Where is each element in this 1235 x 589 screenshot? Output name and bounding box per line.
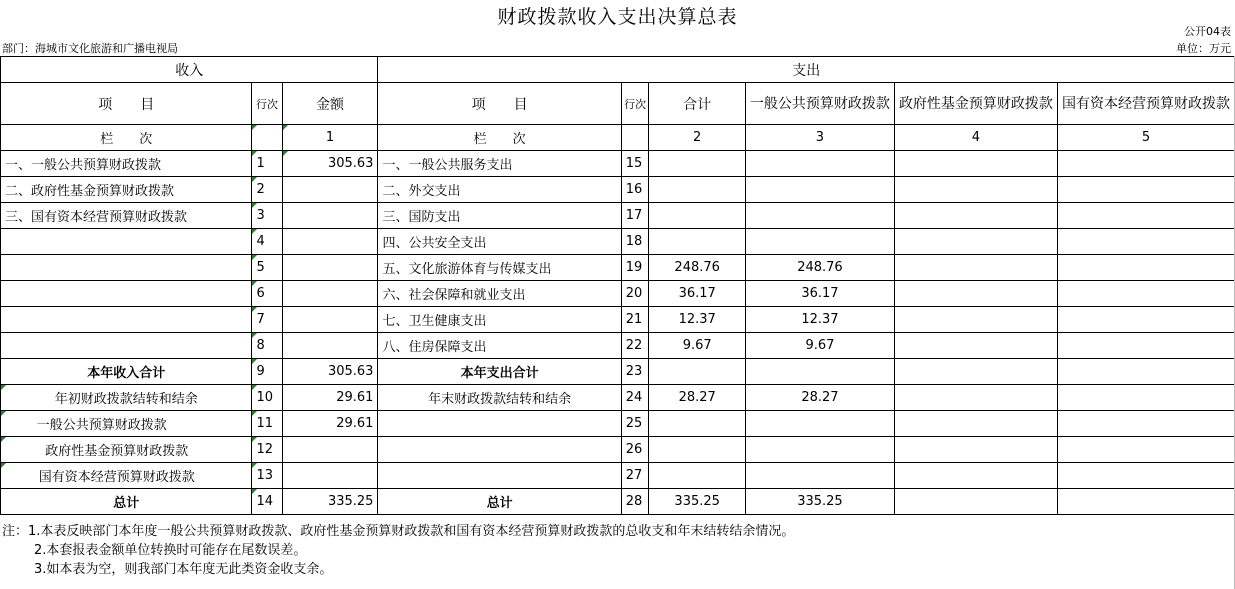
income-line-no-cell: 13 [252,463,282,489]
table-row [1,411,1235,437]
fund-budget-cell [894,437,1057,463]
expense-item-cell: 四、公共安全支出 [378,229,621,255]
table-row [1,307,1235,333]
income-item-cell [1,307,252,333]
income-item-cell [1,333,252,359]
state-capital-cell [1057,151,1234,177]
expense-line-no-cell: 24 [621,385,649,411]
income-section-header: 收入 [1,57,378,83]
expense-total-cell: 12.37 [649,307,746,333]
income-amount-cell [282,229,378,255]
expense-total-cell [649,463,746,489]
expense-item-cell: 年末财政拨款结转和结余 [378,385,621,411]
income-amount-header: 金额 [282,83,378,125]
expense-item-cell: 二、外交支出 [378,177,621,203]
state-capital-cell [1057,411,1234,437]
general-budget-cell [745,177,894,203]
income-amount-cell: 335.25 [282,489,378,515]
income-line-no-cell: 1 [252,151,282,177]
income-line-no-cell: 7 [252,307,282,333]
expense-section-header: 支出 [378,57,1235,83]
expense-item-header: 项 目 [378,83,621,125]
expense-total-cell: 335.25 [649,489,746,515]
fund-budget-cell [894,307,1057,333]
expense-line-no-cell: 21 [621,307,649,333]
table-row [1,177,1235,203]
expense-item-cell: 一、一般公共服务支出 [378,151,621,177]
state-capital-cell [1057,281,1234,307]
income-amount-cell [282,307,378,333]
table-row [1,203,1235,229]
expense-total-cell: 28.27 [649,385,746,411]
income-line-no-cell: 12 [252,437,282,463]
table-row [1,151,1235,177]
fund-budget-cell [894,177,1057,203]
income-line-no-cell: 3 [252,203,282,229]
table-row [1,437,1235,463]
expense-line-no-cell: 16 [621,177,649,203]
expense-item-cell: 本年支出合计 [378,359,621,385]
table-row [1,489,1235,515]
expense-total-cell [649,411,746,437]
table-row [1,463,1235,489]
fund-budget-cell [894,333,1057,359]
expense-line-no-cell: 28 [621,489,649,515]
report-title: 财政拨款收入支出决算总表 [497,6,738,28]
income-line-no-cell: 2 [252,177,282,203]
general-budget-cell [745,229,894,255]
income-lanci-no [252,125,282,151]
state-capital-cell [1057,255,1234,281]
income-amount-cell [282,177,378,203]
fund-budget-cell [894,463,1057,489]
income-line-no-cell: 4 [252,229,282,255]
fund-budget-cell [894,151,1057,177]
general-budget-header: 一般公共预算财政拨款 [745,83,894,125]
footnote-2: 2.本套报表金额单位转换时可能存在尾数误差。 [34,543,307,558]
expense-total-cell [649,229,746,255]
income-item-cell [1,229,252,255]
expense-lanci-label: 栏 次 [378,125,621,151]
state-capital-cell [1057,307,1234,333]
expense-col-2: 2 [649,125,746,151]
department-label: 部门：海城市文化旅游和广播电视局 [2,42,178,55]
expense-total-cell [649,359,746,385]
unit-label: 单位：万元 [1176,42,1231,55]
expense-line-no-cell: 20 [621,281,649,307]
expense-total-cell: 9.67 [649,333,746,359]
state-capital-cell [1057,437,1234,463]
income-line-no-cell: 11 [252,411,282,437]
fund-budget-cell [894,489,1057,515]
column-index-row [1,125,1235,151]
expense-line-no-cell: 27 [621,463,649,489]
income-line-no-cell: 14 [252,489,282,515]
general-budget-cell [745,151,894,177]
general-budget-cell: 335.25 [745,489,894,515]
expense-item-cell: 六、社会保障和就业支出 [378,281,621,307]
table-row [1,359,1235,385]
income-item-cell [1,255,252,281]
expense-total-header: 合计 [649,83,746,125]
expense-total-cell: 36.17 [649,281,746,307]
table-row [1,385,1235,411]
expense-line-no-cell: 17 [621,203,649,229]
state-capital-cell [1057,463,1234,489]
state-capital-cell [1057,203,1234,229]
column-header-row [1,83,1235,125]
expense-item-cell [378,411,621,437]
income-item-cell: 国有资本经营预算财政拨款 [1,463,252,489]
fund-budget-cell [894,229,1057,255]
table-row [1,333,1235,359]
income-item-cell: 二、政府性基金预算财政拨款 [1,177,252,203]
table-row [1,281,1235,307]
footnotes [2,522,794,579]
income-line-no-cell: 6 [252,281,282,307]
fund-budget-cell [894,203,1057,229]
footnote-1: 注：1.本表反映部门本年度一般公共预算财政拨款、政府性基金预算财政拨款和国有资本经营预算财政拨款的总收支和年末结转结余情况。 [2,524,795,539]
state-capital-cell [1057,177,1234,203]
expense-item-cell [378,463,621,489]
expense-line-no-cell: 23 [621,359,649,385]
income-item-cell: 一、一般公共预算财政拨款 [1,151,252,177]
income-line-no-cell: 5 [252,255,282,281]
general-budget-cell: 9.67 [745,333,894,359]
expense-line-no-cell: 18 [621,229,649,255]
state-capital-cell [1057,385,1234,411]
general-budget-cell [745,203,894,229]
income-amount-cell: 305.63 [282,359,378,385]
fund-budget-header: 政府性基金预算财政拨款 [894,83,1057,125]
state-capital-cell [1057,359,1234,385]
expense-total-cell: 248.76 [649,255,746,281]
section-header-row [1,57,1235,83]
expense-col-5: 5 [1057,125,1234,151]
income-amount-cell [282,463,378,489]
general-budget-cell: 248.76 [745,255,894,281]
table-row [1,229,1235,255]
state-capital-header: 国有资本经营预算财政拨款 [1057,83,1234,125]
income-amount-cell: 29.61 [282,385,378,411]
income-amount-cell: 305.63 [282,151,378,177]
income-amount-cell [282,437,378,463]
expense-item-cell [378,437,621,463]
general-budget-cell [745,359,894,385]
fund-budget-cell [894,359,1057,385]
income-line-no-cell: 9 [252,359,282,385]
state-capital-cell [1057,489,1234,515]
expense-total-cell [649,437,746,463]
general-budget-cell [745,411,894,437]
income-line-no-cell: 8 [252,333,282,359]
income-line-no-header: 行次 [252,83,282,125]
income-item-cell: 政府性基金预算财政拨款 [1,437,252,463]
expense-col-3: 3 [745,125,894,151]
expense-line-no-cell: 15 [621,151,649,177]
expense-item-cell: 总计 [378,489,621,515]
income-amount-cell [282,333,378,359]
table-row [1,255,1235,281]
expense-item-cell: 三、国防支出 [378,203,621,229]
income-amount-cell: 29.61 [282,411,378,437]
income-line-no-cell: 10 [252,385,282,411]
footnote-3: 3.如本表为空，则我部门本年度无此类资金收支余。 [34,562,333,577]
income-amount-cell [282,281,378,307]
income-col-1: 1 [282,125,378,151]
income-item-cell: 一般公共预算财政拨款 [1,411,252,437]
income-item-cell: 三、国有资本经营预算财政拨款 [1,203,252,229]
expense-line-no-cell: 26 [621,437,649,463]
income-item-cell [1,281,252,307]
expense-line-no-cell: 19 [621,255,649,281]
expense-col-4: 4 [894,125,1057,151]
fund-budget-cell [894,411,1057,437]
expense-line-no-header: 行次 [621,83,649,125]
income-item-cell: 年初财政拨款结转和结余 [1,385,252,411]
expense-item-cell: 五、文化旅游体育与传媒支出 [378,255,621,281]
budget-table [0,56,1235,515]
general-budget-cell: 36.17 [745,281,894,307]
income-item-cell: 总计 [1,489,252,515]
expense-total-cell [649,177,746,203]
general-budget-cell [745,463,894,489]
general-budget-cell: 28.27 [745,385,894,411]
income-amount-cell [282,203,378,229]
general-budget-cell: 12.37 [745,307,894,333]
expense-item-cell: 七、卫生健康支出 [378,307,621,333]
income-item-header: 项 目 [1,83,252,125]
expense-line-no-cell: 22 [621,333,649,359]
fund-budget-cell [894,255,1057,281]
income-lanci-label: 栏 次 [1,125,252,151]
expense-line-no-cell: 25 [621,411,649,437]
income-item-cell: 本年收入合计 [1,359,252,385]
income-amount-cell [282,255,378,281]
expense-total-cell [649,203,746,229]
fund-budget-cell [894,385,1057,411]
state-capital-cell [1057,333,1234,359]
general-budget-cell [745,437,894,463]
fund-budget-cell [894,281,1057,307]
expense-item-cell: 八、住房保障支出 [378,333,621,359]
form-number: 公开04表 [1184,25,1231,38]
expense-total-cell [649,151,746,177]
expense-lanci-no [621,125,649,151]
state-capital-cell [1057,229,1234,255]
